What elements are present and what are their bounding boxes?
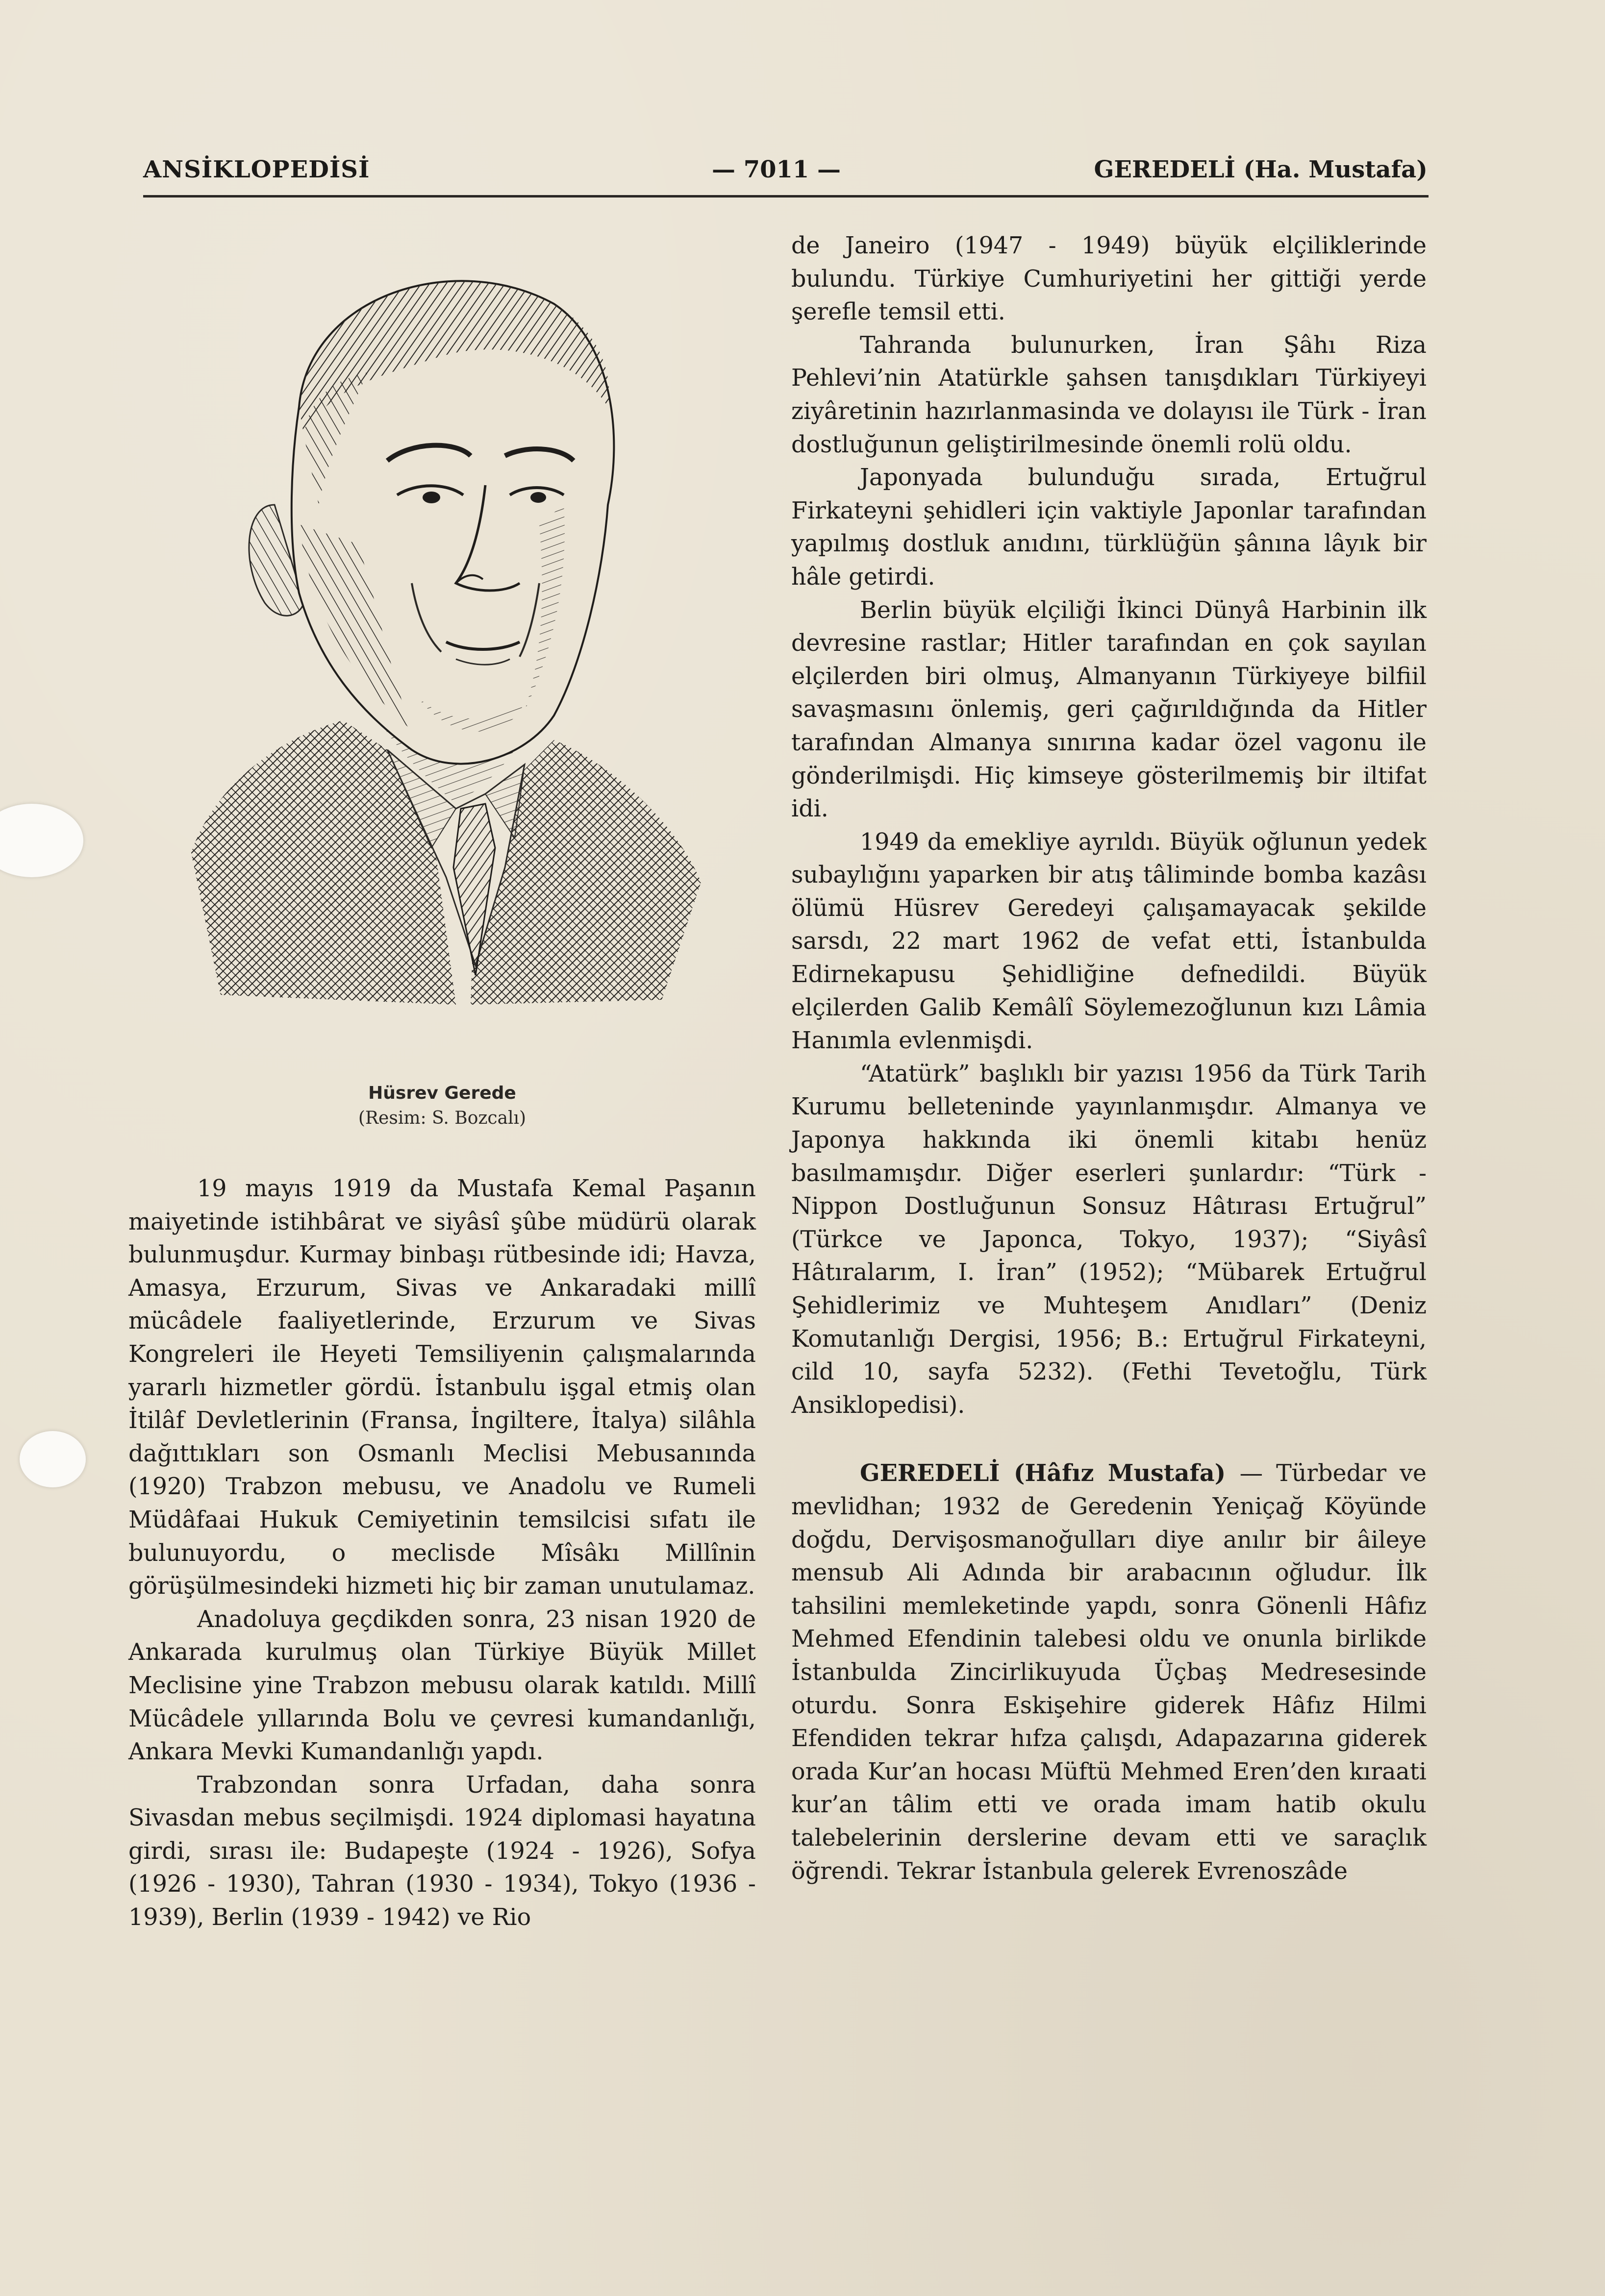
entry-title: GEREDELİ (Hâfız Mustafa) [860, 1459, 1240, 1487]
right-paragraph-1: de Janeiro (1947 - 1949) büyük elçiliklerinde bulundu. Türkiye Cumhuriyetini her gittiği yerde şerefle temsil etti. [791, 232, 1427, 326]
left-paragraph-1: 19 mayıs 1919 da Mustafa Kemal Paşanın maiyetinde istihbârat ve siyâsî şûbe müdürü olarak bulunmuşdur. Kurmay binbaşı rütbesinde idi; Havza, Amasya, Erzurum, Sivas ve Ankaradaki millî mücâdele faaliyetlerinde, Erzurum ve Sivas Kongreleri ile Heyeti Temsiliyenin çalışmalarında yararlı hizmetler gördü. İstanbulu işgal etmiş olan İtilâf Devletlerinin (Fransa, İngiltere, İtalya) silâhla dağıttıkları son Osmanlı Meclisi Mebusanında (1920) Trabzon mebusu, ve Anadolu ve Rumeli Müdâfaai Hukuk Cemiyetinin temsilcisi sıfatı ile bulunuyordu, o meclisde Mîsâkı Millînin görüşülmesindeki hizmeti hiç bir zaman unutulamaz. [128, 1175, 756, 1600]
header-entry-title: GEREDELİ (Ha. Mustafa) [1094, 156, 1428, 183]
caption-name: Hüsrev Gerede [368, 1083, 516, 1103]
right-paragraph-5: 1949 da emekliye ayrıldı. Büyük oğlunun yedek subaylığını yaparken bir atış tâliminde bomba kazâsı ölümü Hüsrev Geredeyi çalışamayacak şekilde sarsdı, 22 mart 1962 de vefat etti, İstanbulda Edirnekapusu Şehidliğine defnedildi. Büyük elçilerden Galib Kemâlî Söylemezoğlunun kızı Lâmia Hanımla evlenmişdi. [791, 828, 1427, 1055]
left-column [128, 1172, 756, 1934]
portrait-engraving [181, 230, 711, 1063]
header-rule [143, 195, 1429, 198]
left-paragraph-3: Trabzondan sonra Urfadan, daha sonra Sivasdan mebus seçilmişdi. 1924 diplomasi hayatına girdi, sırası ile: Budapeşte (1924 - 1926), Sofya (1926 - 1930), Tahran (1930 - 1934), Tokyo (1936 - 1939), Berlin (1939 - 1942) ve Rio [128, 1771, 756, 1931]
binder-hole-top [0, 804, 83, 877]
right-paragraph-4: Berlin büyük elçiliği İkinci Dünyâ Harbinin ilk devresine rastlar; Hitler tarafından en çok sayılan elçilerden biri olmuş, Almanyanın Türkiyeye bilfiil savaşmasını önlemiş, geri çağırıldığında da Hitler tarafından Almanya sınırına kadar özel vagonu ile gönderilmişdi. Hiç kimseye gösterilmemiş bir iltifat idi. [791, 596, 1427, 823]
caption-credit: (Resim: S. Bozcalı) [358, 1108, 527, 1128]
right-column [791, 229, 1427, 1888]
entry-paragraph [791, 1457, 1427, 1888]
right-paragraph-2: Tahranda bulunurken, İran Şâhı Riza Pehlevi’nin Atatürkle şahsen tanışdıkları Türkiyeyi ziyâretinin hazırlanmasinda ve dolayısı ile Türk - İran dostluğunun geliştirilmesinde önemli rolü oldu. [791, 331, 1427, 458]
right-paragraph-6: “Atatürk” başlıklı bir yazısı 1956 da Türk Tarih Kurumu belleteninde yayınlanmışdır. Almanya ve Japonya hakkında iki önemli kitabı henüz basılmamışdır. Diğer eserleri şunlardır: “Türk - Nippon Dostluğunun Sonsuz Hâtırası Ertuğrul” (Türkce ve Japonca, Tokyo, 1937); “Siyâsî Hâtıralarım, I. İran” (1952); “Mübarek Ertuğrul Şehidlerimiz ve Muhteşem Anıdları” (Deniz Komutanlığı Dergisi, 1956; B.: Ertuğrul Firkateyni, cild 10, sayfa 5232). (Fethi Tevetoğlu, Türk Ansiklopedisi). [791, 1060, 1427, 1419]
binder-hole-bottom [20, 1431, 86, 1487]
left-paragraph-2: Anadoluya geçdikden sonra, 23 nisan 1920 de Ankarada kurulmuş olan Türkiye Büyük Millet Meclisine yine Trabzon mebusu olarak katıldı. Millî Mücâdele yıllarında Bolu ve çevresi kumandanlığı, Ankara Mevki Kumandanlığı yapdı. [128, 1605, 756, 1766]
running-header [143, 147, 1428, 196]
right-paragraph-3: Japonyada bulunduğu sırada, Ertuğrul Firkateyni şehidleri için vaktiyle Japonlar tarafından yapılmış dostluk anıdını, türklüğün şânına lâyık bir hâle getirdi. [791, 464, 1427, 591]
portrait-image [181, 230, 711, 1063]
header-series-title: ANSİKLOPEDİSİ [143, 156, 370, 183]
header-page-number: — 7011 — [712, 156, 841, 183]
entry-text: — Türbedar ve mevlidhan; 1932 de Geredenin Yeniçağ Köyünde doğdu, Dervişosmanoğulları diye anılır bir âileye mensub Ali Adında bir arabacının oğludur. İlk tahsilini memleketinde yapdı, sonra Gönenli Hâfız Mehmed Efendinin talebesi oldu ve onunla birlikde İstanbulda Zincirlikuyuda Üçbaş Medresesinde oturdu. Sonra Eskişehire giderek Hâfız Hilmi Efendiden tekrar hıfza çalışdı, Adapazarına giderek orada Kur’an hocası Müftü Mehmed Eren’den kıraati kur’an tâlim etti ve orada imam hatib okulu talebelerinin derslerine devam etti ve saraçlık öğrendi. Tekrar İstanbula gelerek Evrenoszâde [791, 1460, 1427, 1885]
portrait-caption [128, 1083, 756, 1128]
